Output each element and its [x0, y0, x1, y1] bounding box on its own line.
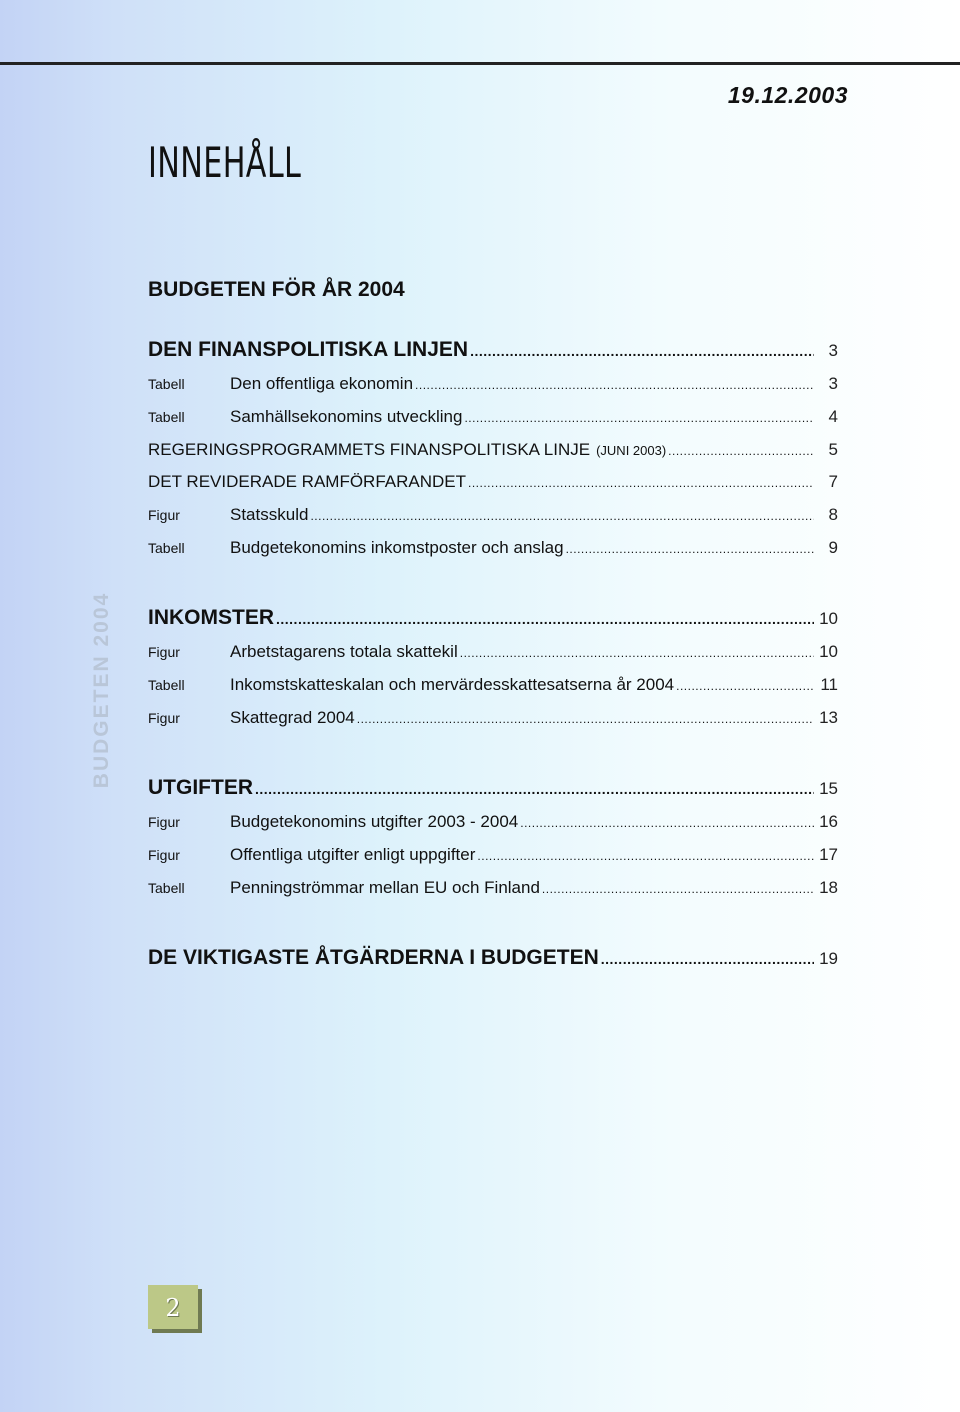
toc-entry[interactable] [148, 812, 838, 838]
dot-leader [464, 411, 814, 425]
toc-entry[interactable] [148, 776, 838, 802]
toc-entry-kind: Figur [148, 507, 180, 523]
toc-entry-title: UTGIFTER [148, 776, 253, 799]
dot-leader [601, 951, 814, 967]
toc-entry-page: 10 [819, 609, 838, 628]
toc-entry-page: 11 [820, 675, 838, 694]
toc-entry-page: 18 [819, 878, 838, 897]
toc-entry-title: Penningströmmar mellan EU och Finland [230, 878, 540, 897]
toc-entry-title: DET REVIDERADE RAMFÖRFARANDET [148, 472, 467, 491]
toc-entry-title: Budgetekonomins inkomstposter och anslag [230, 538, 564, 557]
toc-entry[interactable] [148, 845, 838, 871]
toc-entry-title: Arbetstagarens totala skattekil [230, 642, 458, 661]
top-rule [0, 62, 960, 65]
toc-entry[interactable] [148, 440, 838, 466]
toc-entry-title: Offentliga utgifter enligt uppgifter [230, 845, 476, 864]
toc-entry[interactable] [148, 538, 838, 564]
toc-entry-title: Statsskuld [230, 505, 309, 524]
toc-entry-title: Den offentliga ekonomin [230, 374, 414, 393]
toc-entry[interactable] [148, 675, 838, 701]
dot-leader [460, 646, 814, 660]
toc-entry-page: 9 [828, 538, 838, 557]
toc-entry-page: 3 [828, 374, 838, 393]
dot-leader [668, 444, 814, 458]
toc-entry-page: 13 [819, 708, 838, 727]
toc-entry-kind: Figur [148, 847, 180, 863]
toc-entry-page: 5 [828, 440, 838, 459]
dot-leader [477, 849, 814, 863]
dot-leader [470, 343, 814, 359]
toc-entry-kind: Tabell [148, 880, 185, 896]
page-number: 2 [165, 1294, 181, 1322]
toc-entry-kind: Tabell [148, 376, 185, 392]
toc-entry[interactable] [148, 338, 838, 364]
toc-entry-title: DE VIKTIGASTE ÅTGÄRDERNA I BUDGETEN [148, 946, 599, 969]
dot-leader [310, 509, 814, 523]
toc-entry-title: Skattegrad 2004 [230, 708, 355, 727]
dot-leader [676, 679, 814, 693]
dot-leader [468, 476, 814, 490]
toc-entry-kind: Tabell [148, 540, 185, 556]
toc-entry-page: 17 [819, 845, 838, 864]
toc-entry-page: 8 [828, 505, 838, 524]
toc-entry[interactable] [148, 606, 838, 632]
document-date: 19.12.2003 [727, 82, 848, 108]
toc-entry[interactable] [148, 374, 838, 400]
toc-entry[interactable] [148, 472, 838, 498]
toc-entry-page: 3 [828, 341, 838, 360]
toc-entry-title: Budgetekonomins utgifter 2003 - 2004 [230, 812, 519, 831]
toc-entry[interactable] [148, 878, 838, 904]
toc-entry-page: 19 [819, 949, 838, 968]
toc-entry[interactable] [148, 505, 838, 531]
toc-entry-kind: Figur [148, 710, 180, 726]
toc-entry-page: 15 [819, 779, 838, 798]
toc-entry-title: REGERINGSPROGRAMMETS FINANSPOLITISKA LINJE [148, 440, 591, 459]
dot-leader [415, 378, 814, 392]
dot-leader [542, 882, 814, 896]
dot-leader [357, 712, 814, 726]
section-title: BUDGETEN FÖR ÅR 2004 [148, 278, 405, 301]
toc-entry-title: INKOMSTER [148, 606, 274, 629]
page-title: INNEHÅLL [148, 138, 302, 187]
toc-entry-page: 7 [828, 472, 838, 491]
toc-entry[interactable] [148, 642, 838, 668]
toc-entry-title: DEN FINANSPOLITISKA LINJEN [148, 338, 469, 361]
toc-entry-title: Inkomstskatteskalan och mervärdesskattesatserna år 2004 [230, 675, 675, 694]
dot-leader [520, 816, 814, 830]
toc-entry-kind: Figur [148, 814, 180, 830]
toc-entry-title: Samhällsekonomins utveckling [230, 407, 463, 426]
toc-entry-page: 10 [819, 642, 838, 661]
toc-entry-page: 16 [819, 812, 838, 831]
dot-leader [566, 542, 814, 556]
toc-entry[interactable] [148, 407, 838, 433]
toc-entry-kind: Figur [148, 644, 180, 660]
toc-entry-suffix: (JUNI 2003) [596, 443, 667, 458]
page-number-box [148, 1285, 198, 1329]
toc-entry[interactable] [148, 946, 838, 972]
toc-entry-page: 4 [828, 407, 838, 426]
toc-entry-kind: Tabell [148, 409, 185, 425]
dot-leader [255, 781, 814, 797]
toc-entry[interactable] [148, 708, 838, 734]
dot-leader [276, 611, 814, 627]
toc-entry-kind: Tabell [148, 677, 185, 693]
